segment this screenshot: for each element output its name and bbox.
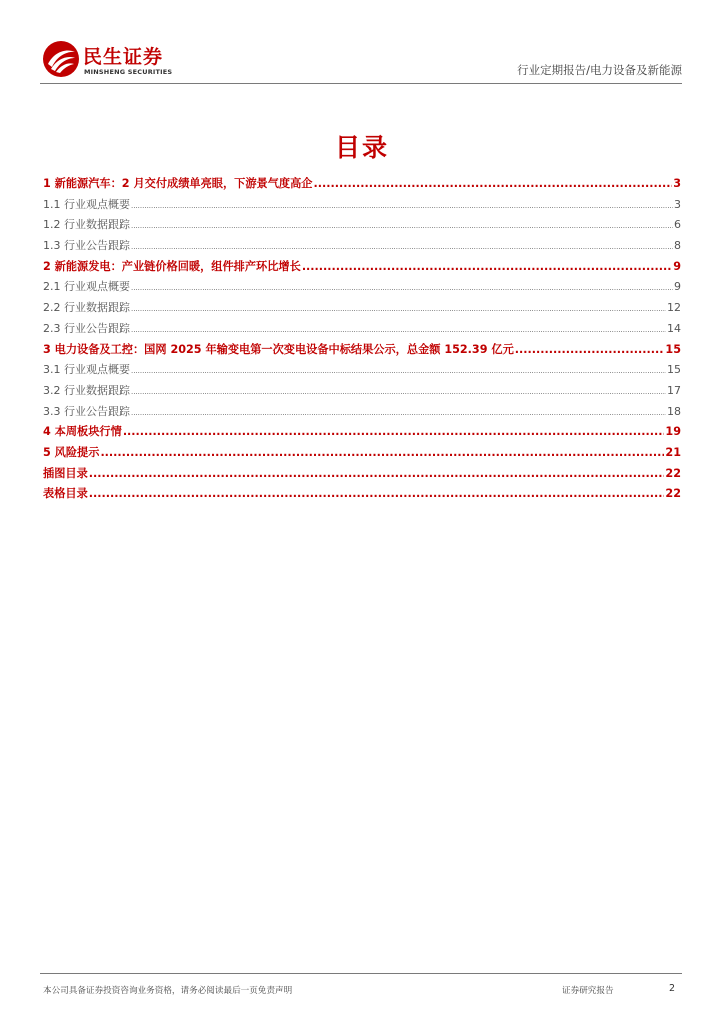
- toc-entry-page[interactable]: 19: [665, 425, 681, 439]
- toc-leader-dots: [131, 236, 673, 257]
- toc-entry[interactable]: [43, 443, 681, 464]
- toc-entry-page[interactable]: 15: [665, 342, 681, 356]
- toc-leader-dots: [89, 464, 665, 484]
- toc-entry-title[interactable]: 表格目录: [43, 487, 88, 501]
- toc-entry-title[interactable]: 2.2 行业数据跟踪: [43, 301, 130, 315]
- toc-entry[interactable]: [43, 422, 681, 443]
- footer-divider: [40, 973, 682, 974]
- toc-entry[interactable]: [43, 340, 681, 361]
- toc-entry-page[interactable]: 9: [674, 280, 681, 294]
- toc-entry-title[interactable]: 4 本周板块行情: [43, 425, 122, 439]
- toc-leader-dots: [131, 195, 673, 216]
- toc-entry-title[interactable]: 3.2 行业数据跟踪: [43, 383, 130, 397]
- toc-entry-page[interactable]: 22: [665, 466, 681, 480]
- toc-entry-page[interactable]: 17: [667, 383, 681, 397]
- toc-leader-dots: [100, 443, 664, 463]
- toc-entry-title[interactable]: 2.1 行业观点概要: [43, 280, 130, 294]
- toc-entry-page[interactable]: 14: [667, 321, 681, 335]
- toc-leader-dots: [302, 257, 672, 277]
- toc-entry-title[interactable]: 5 风险提示: [43, 445, 100, 459]
- toc-entry[interactable]: [43, 360, 681, 381]
- toc-entry[interactable]: [43, 174, 681, 195]
- toc-entry-title[interactable]: 1.2 行业数据跟踪: [43, 218, 130, 232]
- toc-leader-dots: [131, 360, 666, 381]
- toc-entry-page[interactable]: 9: [673, 259, 681, 273]
- footer-doc-type: 证券研究报告: [562, 986, 614, 996]
- toc-entry[interactable]: [43, 319, 681, 340]
- logo-text-en: MINSHENG SECURITIES: [84, 68, 173, 76]
- toc-entry-page[interactable]: 3: [674, 197, 681, 211]
- toc-entry-title[interactable]: 2.3 行业公告跟踪: [43, 321, 130, 335]
- page-title: 目录: [334, 133, 389, 162]
- toc-entry-title[interactable]: 1.1 行业观点概要: [43, 197, 130, 211]
- toc-entry-title[interactable]: 1.3 行业公告跟踪: [43, 239, 130, 253]
- toc-entry[interactable]: [43, 195, 681, 216]
- toc-entry-title[interactable]: 3 电力设备及工控：国网 2025 年输变电第一次变电设备中标结果公示，总金额 152.39 亿元: [43, 342, 514, 356]
- toc-entry-title[interactable]: 1 新能源汽车：2 月交付成绩单亮眼，下游景气度高企: [43, 177, 313, 190]
- page-number: 2: [668, 983, 675, 994]
- toc-leader-dots: [314, 174, 673, 194]
- toc-entry-page[interactable]: 21: [665, 445, 681, 459]
- page-header: [40, 36, 682, 84]
- toc-entry-page[interactable]: 15: [667, 363, 681, 377]
- toc-leader-dots: [131, 298, 666, 319]
- header-divider: [40, 83, 682, 84]
- footer-disclaimer: 本公司具备证券投资咨询业务资格，请务必阅读最后一页免责声明: [43, 986, 293, 996]
- toc-entry[interactable]: [43, 277, 681, 298]
- toc-entry[interactable]: [43, 215, 681, 236]
- toc-entry-title[interactable]: 3.3 行业公告跟踪: [43, 404, 130, 418]
- toc-leader-dots: [131, 402, 666, 423]
- toc-entry[interactable]: [43, 236, 681, 257]
- toc-entry-page[interactable]: 3: [673, 177, 681, 190]
- toc-leader-dots: [123, 422, 665, 442]
- table-of-contents: [43, 174, 681, 505]
- toc-entry[interactable]: [43, 402, 681, 423]
- logo-text-cn: 民生证券: [83, 46, 164, 68]
- toc-leader-dots: [131, 277, 673, 298]
- toc-entry-title[interactable]: 插图目录: [43, 466, 88, 480]
- toc-entry[interactable]: [43, 298, 681, 319]
- toc-entry-page[interactable]: 8: [674, 239, 681, 253]
- company-logo: [42, 40, 202, 80]
- toc-entry-title[interactable]: 3.1 行业观点概要: [43, 363, 130, 377]
- toc-entry-page[interactable]: 18: [667, 404, 681, 418]
- toc-entry-page[interactable]: 12: [667, 301, 681, 315]
- report-category: 行业定期报告/电力设备及新能源: [517, 63, 682, 77]
- minsheng-logo-icon: [42, 40, 80, 78]
- toc-leader-dots: [515, 340, 665, 360]
- toc-leader-dots: [131, 381, 666, 402]
- toc-leader-dots: [89, 484, 665, 504]
- toc-entry-title[interactable]: 2 新能源发电：产业链价格回暖，组件排产环比增长: [43, 259, 301, 273]
- toc-entry[interactable]: [43, 484, 681, 505]
- toc-leader-dots: [131, 319, 666, 340]
- toc-entry-page[interactable]: 6: [674, 218, 681, 232]
- toc-entry-page[interactable]: 22: [665, 487, 681, 501]
- toc-entry[interactable]: [43, 381, 681, 402]
- toc-entry[interactable]: [43, 257, 681, 278]
- toc-leader-dots: [131, 215, 673, 236]
- toc-entry[interactable]: [43, 464, 681, 485]
